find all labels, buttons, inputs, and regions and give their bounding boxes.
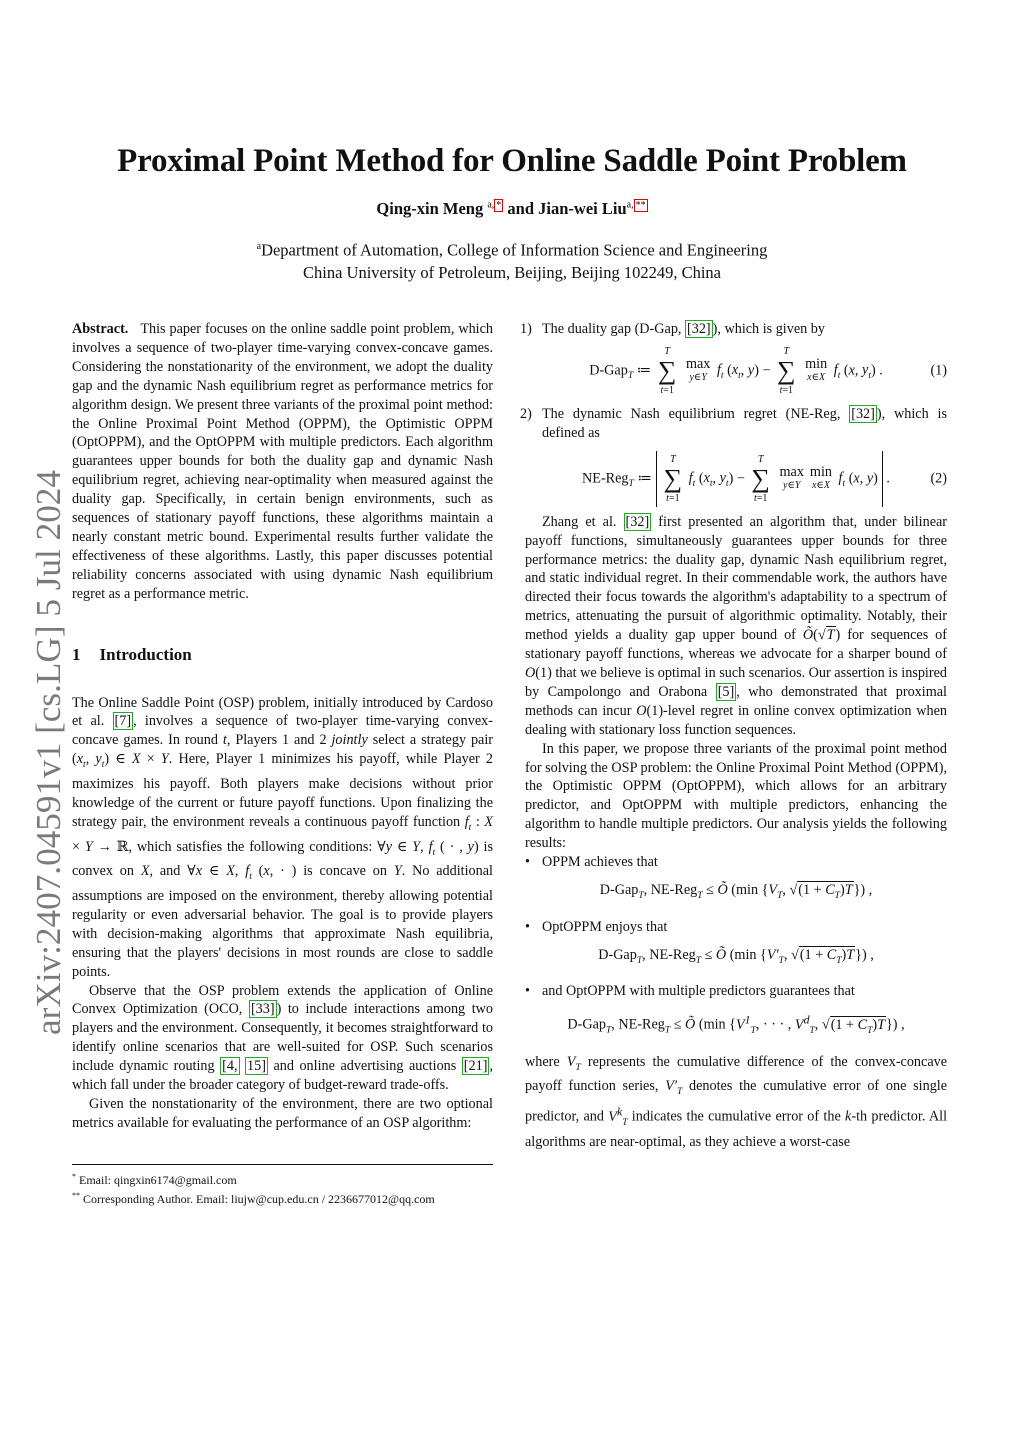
paragraph: Zhang et al. [32] first presented an algorithm that, under bilinear payoff functions, simultaneously guarantees upper bounds for three performance metrics: the duality gap, dynamic Nash equilibrium regret, and static individual regret. In their commendable work, the authors have directed their focus towards the algorithm's adaptability to a spectrum of metrics, attenuating the pursuit of algorithmic optimality. Notably, their method yields a duality gap upper bound of Õ(√T) for sequences of stationary payoff functions, whereas we advocate for a sharper bound of O(1) that we believe is optimal in such scenarios. Our assertion is inspired by Campolongo and Orabona [5] , who demonstrated that proximal methods can incur O(1)-level regret in online convex optimization when dealing with stationary loss function sequences. [525,513,948,738]
paragraph: In this paper, we propose three variants of the proximal point method for solving the OSP problem: the Online Proximal Point Method (OPPM), the Optimistic OPPM (OptOPPM), which allows for an arbitrary predictor, and OptOPPM with multiple predictors, enhancing the algorithm to handle multiple predictors. Our analysis yields the following results: [525,740,947,852]
author-conjunction: and [507,199,535,218]
author-name: Jian-wei Liu [538,199,627,218]
footnote: * Email: qingxin6174@gmail.com [72,1172,237,1187]
bound-1: D-Gap$_T$, NE-Reg$_T$ ≤ Õ (min {$V_T$, $√(1 + C_T)T$}) , [599,881,873,901]
section-number: 1 [72,644,81,664]
list-item: • OPPM achieves that [525,854,658,871]
list-item: 2) The dynamic Nash equilibrium regret (NE-Reg, [32] ), which is defined as [520,405,947,441]
arxiv-id: arXiv:2407.04591v1 [cs.LG] 5 Jul 2024 [29,473,68,1035]
affil-line: Department of Automation, College of Information Science and Engineering [261,240,768,260]
page-title: Proximal Point Method for Online Saddle Point Problem [117,143,907,179]
citation-link[interactable]: [32] [851,405,875,422]
author-line [0,199,1024,219]
equation-2: NE-Reg$_T$ ≔ T ∑ t=1 $f_t$ ($x_t$, $y_t$) − T ∑ t=1 max y∈Y min x∈X $f_t$ (x, y) . (2) [525,451,947,507]
section-heading [72,646,493,665]
abstract-text: This paper focuses on the online saddle point problem, which involves a sequence of two-player time-varying convex-concave games. Considering the nonstationarity of the environment, we adopt the duality gap and the dynamic Nash equilibrium regret as performance metrics for algorithm design. We present three variants of the proximal point method: the Online Proximal Point Method (OPPM), the Optimistic OPPM (OptOPPM), and the OptOPPM with multiple predictors. Each algorithm guarantees upper bounds for both the duality gap and dynamic Nash equilibrium regret, achieving near-optimality when measured against the duality gap. Specifically, in certain benign environments, such as sequences of stationary payoff functions, these algorithms maintain a nearly constant metric bound. Experimental results further validate the effectiveness of these algorithms. Lastly, this paper discusses potential reliability concerns associated with using dynamic Nash equilibrium regret as a performance metric. [72,321,493,602]
right-column [520,320,948,1152]
abstract-label: Abstract. [72,321,129,337]
equation-1: D-Gap$_T$ ≔ T ∑ t=1 max y∈Y $f_t$ ($x_t$, y) − T ∑ t=1 min x∈X $f_t$ (x, $y_t$) . (1) [589,345,947,396]
affil-line: China University of Petroleum, Beijing, Beijing 102249, China [303,262,721,282]
paragraph: Given the nonstationarity of the environment, there are two optional metrics available for evaluating the performance of an OSP algorithm: [72,1095,493,1131]
author-affil-sup: a, [487,199,495,211]
section-title: Introduction [99,644,192,664]
list-item: 1) The duality gap (D-Gap, [32] ), which is given by [520,321,825,337]
footnote-link[interactable]: ** [635,199,646,211]
citation-link[interactable]: [4, [222,1058,238,1075]
paragraph: The Online Saddle Point (OSP) problem, initially introduced by Cardoso et al. [7] , involves a sequence of two-player time-varying convex-concave games. In round t, Players 1 and 2 jointly select a strategy pair ($x_t$, $y_t$) ∈ X × Y. Here, Player 1 minimizes his payoff, while Player 2 maximizes his payoff. Both players make decisions without prior knowledge of the current or future payoff functions. Upon finalizing the strategy pair, the environment reveals a continuous payoff function $f_t$ : X × Y → ℝ, which satisfies the following conditions: ∀y ∈ Y, $f_t$ ( · , y) is convex on X, and ∀x ∈ X, $f_t$ (x, · ) is concave on Y. No additional assumptions are imposed on the environment, thereby allowing potential regularity or even adversarial behavior. The goal is to provide players with decision-making algorithms that approximate Nash equilibria, ensuring that the players' decisions in most rounds are close to saddle points. [72,694,494,980]
citation-link[interactable]: [33] [250,1001,275,1018]
equation-number: (1) [930,362,947,379]
bound-2: D-Gap$_T$, NE-Reg$_T$ ≤ Õ (min {$V'_T$, $√(1 + C_T)T$}) , [598,946,874,966]
affiliation [0,236,1024,284]
footnotes [72,1164,493,1207]
paragraph: where $V_T$ represents the cumulative difference of the convex-concave payoff function series, $V'_T$ denotes the cumulative error of one single predictor, and $V^k_T$ indicates the cumulative error of the k-th predictor. All algorithms are near-optimal, as they achieve a worst-case [525,1053,948,1150]
citation-link[interactable]: [21] [463,1058,488,1075]
left-column [72,320,493,1133]
citation-link[interactable]: 15] [247,1058,266,1075]
footnote: ** Corresponding Author. Email: liujw@cup.edu.cn / 2236677012@qq.com [72,1191,435,1206]
list-item: • and OptOPPM with multiple predictors guarantees that [525,983,855,1000]
footnote-link[interactable]: * [496,199,502,211]
citation-link[interactable]: [7] [114,713,132,730]
abstract [72,320,493,604]
author-name: Qing-xin Meng [376,199,484,218]
citation-link[interactable]: [32] [625,513,650,530]
list-item: • OptOPPM enjoys that [525,918,668,935]
author-affil-sup: a, [626,199,634,211]
affil-sup: a [256,241,262,252]
bound-3: D-Gap$_T$, NE-Reg$_T$ ≤ Õ (min {$V^1_T$, · · · , $V^d_T$, $√(1 + C_T)T$}) , [567,1012,905,1036]
citation-link[interactable]: [32] [687,321,711,337]
paragraph: Observe that the OSP problem extends the application of Online Convex Optimization (OCO, [33] ) to include interactions among two players and the environment. Consequently, it becomes straightforward to identify online scenarios that are well-suited for OSP. Such scenarios include dynamic routing [4, 15] and online advertising auctions [21] , which fall under the broader category of budget-reward trade-offs. [72,982,493,1094]
arxiv-stamp [2,470,82,1040]
citation-link[interactable]: [5] [717,683,735,700]
equation-number: (2) [930,470,947,487]
